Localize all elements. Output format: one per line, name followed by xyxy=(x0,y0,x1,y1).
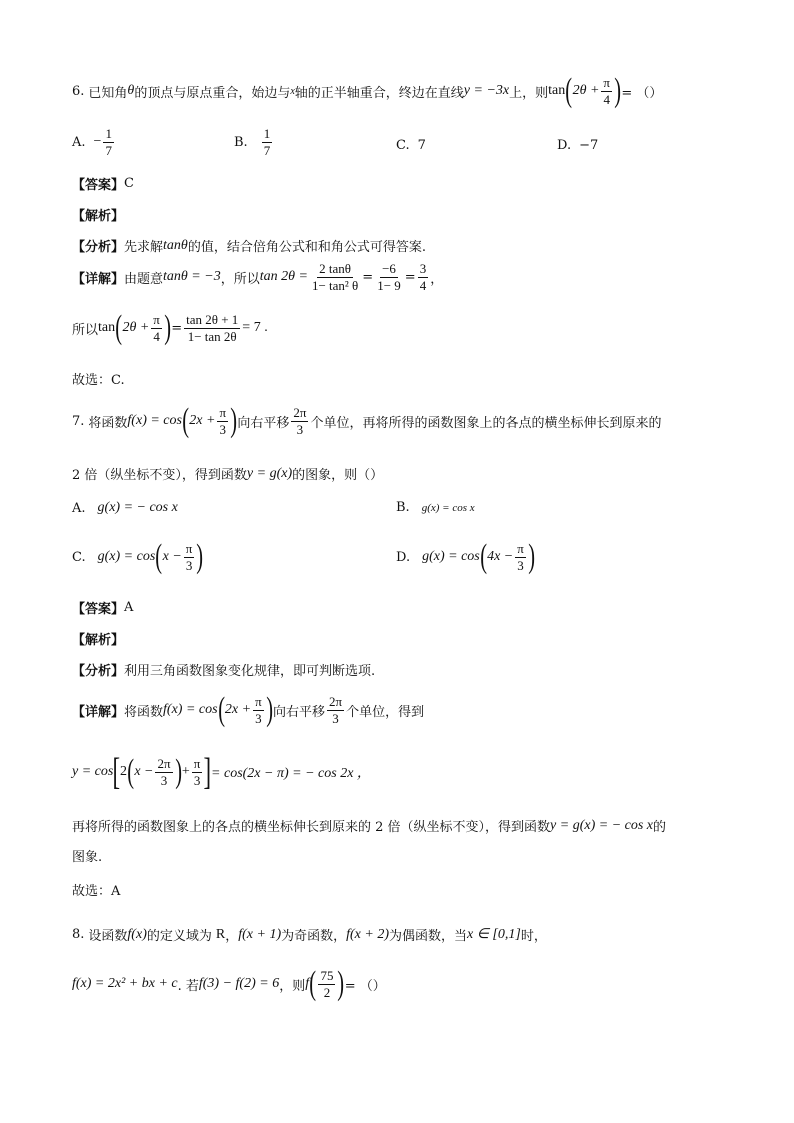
frac-num: 3 xyxy=(419,261,427,276)
q7-last-line2 xyxy=(72,846,102,865)
math-expr: y = cos xyxy=(72,764,114,780)
math-tan: tanθ xyxy=(163,237,188,253)
xiangjie-text: 的 xyxy=(653,820,667,835)
q7-fenxi xyxy=(72,660,375,679)
frac-num: π xyxy=(193,755,201,771)
xiangjie-text: 向右平移 xyxy=(272,704,325,720)
math-line-eq: y = −3x xyxy=(463,83,510,99)
option-label: D. xyxy=(396,549,411,565)
text: 所以 xyxy=(72,322,99,338)
math-R: R xyxy=(215,926,226,942)
fraction xyxy=(184,313,240,343)
q6-stem xyxy=(72,72,663,109)
frac-num: 1 xyxy=(105,126,112,141)
answer-value: A xyxy=(124,600,134,615)
option-label: A. xyxy=(72,134,86,150)
math-arg: 4x − xyxy=(487,549,514,565)
option-label: C. xyxy=(72,549,86,565)
stem-text: = （） xyxy=(344,978,386,994)
question-number: 7. xyxy=(72,413,85,429)
right-paren: ) xyxy=(528,538,535,575)
right-paren: ) xyxy=(164,309,171,346)
frac-num: −6 xyxy=(382,261,396,276)
stem-text: 向右平移 xyxy=(237,415,290,431)
frac-num: π xyxy=(603,75,610,91)
q8-stem xyxy=(72,925,547,944)
option-label: A. xyxy=(72,500,86,516)
option-b xyxy=(234,127,274,157)
math-f: f xyxy=(305,976,310,992)
q6-guxuan xyxy=(72,369,125,388)
option-label: D. xyxy=(557,138,572,153)
q7-analysis xyxy=(72,629,124,648)
frac-den: 1− 9 xyxy=(377,277,401,293)
stem-text: 为偶函数，当 xyxy=(389,929,468,944)
q6-suoyi xyxy=(72,309,268,346)
math-expr: f(x) = 2x² + bx + c xyxy=(72,976,178,992)
frac-num: π xyxy=(517,541,524,557)
frac-den: 7 xyxy=(105,142,112,158)
stem-text: 个单位，再将所得的函数图象上的各点的横坐标伸长到原来的 xyxy=(310,415,662,431)
fenxi-text: 先求解 xyxy=(124,240,164,255)
math-coef: 2 xyxy=(119,764,127,780)
left-paren: ( xyxy=(115,309,123,346)
fraction xyxy=(184,542,195,572)
q7-answer xyxy=(72,598,133,617)
stem-text: 为奇函数， xyxy=(281,929,347,944)
math-expr: f(3) − f(2) = 6 xyxy=(198,976,280,992)
fraction xyxy=(375,262,403,292)
math-tan: tan xyxy=(548,83,566,99)
right-paren: ) xyxy=(230,402,238,439)
frac-den: 3 xyxy=(296,421,304,437)
frac-num: 2π xyxy=(157,755,171,771)
frac-num: 75 xyxy=(320,968,334,984)
q6-xiangjie xyxy=(72,262,443,292)
answer-value: C xyxy=(124,176,134,191)
xiangjie-text: 将函数 xyxy=(124,704,164,720)
frac-num: π xyxy=(185,541,193,557)
fraction xyxy=(291,406,308,436)
frac-den: 3 xyxy=(219,421,226,437)
option-value: 7 xyxy=(417,138,426,153)
option-sign: − xyxy=(93,134,102,150)
left-paren: ( xyxy=(182,402,190,439)
q6-fenxi xyxy=(72,236,426,255)
right-paren: ) xyxy=(265,691,273,728)
fraction xyxy=(515,542,526,572)
fraction xyxy=(327,695,344,725)
stem-text: 的定义域为 xyxy=(146,929,212,944)
fraction xyxy=(192,757,203,787)
xiangjie-text: 图象. xyxy=(72,850,103,865)
math-tan: tan xyxy=(98,320,116,336)
option-value: g(x) = − cos x xyxy=(97,500,178,515)
stem-text: = （） xyxy=(621,85,663,101)
analysis-tag: 【解析】 xyxy=(72,633,125,648)
equals-sign: = xyxy=(171,320,183,336)
frac-den: 4 xyxy=(603,91,610,107)
option-label: B. xyxy=(234,134,248,150)
stem-text: 2 倍（纵坐标不变），得到函数 xyxy=(72,468,247,483)
fraction xyxy=(151,313,162,343)
fraction xyxy=(601,76,612,106)
punctuation: ， xyxy=(430,271,444,287)
math-expr: tan 2θ = xyxy=(259,269,308,285)
math-result: = cos(2x − π) = − cos 2x ， xyxy=(211,766,371,782)
math-expr: tanθ = −3 xyxy=(163,269,221,285)
stem-text: . 若 xyxy=(177,978,199,994)
math-expr: f(x + 1) xyxy=(238,926,282,942)
frac-den: 3 xyxy=(332,710,339,726)
question-number: 8. xyxy=(72,927,85,942)
option-value: −7 xyxy=(579,138,599,153)
fenxi-text: 利用三角函数图象变化规律，即可判断选项. xyxy=(124,664,376,679)
frac-num: π xyxy=(153,312,160,328)
frac-den: 4 xyxy=(153,328,160,344)
q7-stem xyxy=(72,402,662,439)
math-expr: x ∈ [0,1] xyxy=(467,927,521,942)
stem-text: 设函数 xyxy=(88,929,128,944)
q6-answer xyxy=(72,174,134,193)
right-paren: ) xyxy=(174,752,182,790)
question-number: 6. xyxy=(72,83,85,99)
xiangjie-text: 由题意 xyxy=(124,271,164,287)
math-fx: f(x) = cos xyxy=(127,413,182,429)
stem-text: ， xyxy=(225,929,239,944)
option-a xyxy=(72,127,116,157)
math-arg: 2θ + xyxy=(122,320,150,336)
frac-den: 3 xyxy=(185,557,193,573)
stem-text: 的顶点与原点重合，始边与 xyxy=(134,85,291,101)
math-theta: θ xyxy=(127,83,135,99)
math-arg: 2x + xyxy=(224,702,252,718)
q6-analysis xyxy=(72,205,124,224)
stem-text: ，则 xyxy=(279,978,306,994)
fraction xyxy=(103,127,114,157)
math-fx: f(x) = cos xyxy=(163,702,218,718)
right-paren: ) xyxy=(196,538,204,575)
left-paren: ( xyxy=(127,752,135,790)
stem-text: 已知角 xyxy=(88,85,128,101)
fraction xyxy=(310,262,360,292)
left-paren: ( xyxy=(155,538,163,575)
left-paren: ( xyxy=(217,691,225,728)
option-d xyxy=(557,138,598,153)
left-bracket: [ xyxy=(112,751,121,793)
stem-text: 的图象，则（） xyxy=(292,468,384,483)
math-gx: y = g(x) xyxy=(246,465,293,481)
option-value: g(x) = cos x xyxy=(421,501,475,514)
frac-den: 2 xyxy=(323,984,331,1000)
left-paren: ( xyxy=(480,538,487,575)
option-value: g(x) = cos xyxy=(422,549,480,565)
math-result: = 7 . xyxy=(242,320,268,336)
xiangjie-text: 个单位，得到 xyxy=(346,704,425,720)
xiangjie-tag: 【详解】 xyxy=(72,704,125,720)
fenxi-tag: 【分析】 xyxy=(72,240,125,255)
fraction xyxy=(262,127,273,157)
option-b xyxy=(396,500,475,515)
option-a xyxy=(72,500,178,516)
frac-num: 2π xyxy=(329,694,343,710)
final-choice: 故选：C. xyxy=(72,373,125,388)
option-label: B. xyxy=(396,500,410,515)
math-arg: 2x + xyxy=(189,413,216,429)
equals-sign: = xyxy=(404,269,416,285)
plus-sign: + xyxy=(181,764,190,780)
right-paren: ) xyxy=(614,72,622,109)
stem-text: 轴的正半轴重合，终边在直线 xyxy=(294,85,464,101)
frac-den: 1− tan² θ xyxy=(311,277,359,293)
option-label: C. xyxy=(396,138,410,153)
q7-stem-line2 xyxy=(72,464,383,483)
frac-num: 2 tanθ xyxy=(319,261,352,276)
q7-derivation xyxy=(72,751,371,793)
left-paren: ( xyxy=(565,72,573,109)
fraction xyxy=(217,406,228,436)
xiangjie-text: 再将所得的函数图象上的各点的横坐标伸长到原来的 2 倍（纵坐标不变），得到函数 xyxy=(72,820,551,835)
math-expr: y = g(x) = − cos x xyxy=(550,817,654,833)
frac-den: 4 xyxy=(419,277,427,293)
fenxi-text: 的值，结合倍角公式和和角公式可得答案. xyxy=(187,240,426,255)
right-bracket: ] xyxy=(203,751,212,793)
left-paren: ( xyxy=(309,965,317,1002)
q7-xiangjie xyxy=(72,691,425,728)
q8-stem-line2 xyxy=(72,965,386,1002)
frac-den: 3 xyxy=(517,557,524,573)
fenxi-tag: 【分析】 xyxy=(72,664,125,679)
frac-num: 2π xyxy=(293,405,307,421)
analysis-tag: 【解析】 xyxy=(72,209,125,224)
frac-den: 1− tan 2θ xyxy=(187,328,237,344)
q7-guxuan xyxy=(72,880,120,899)
frac-den: 3 xyxy=(255,710,262,726)
frac-num: 1 xyxy=(263,126,271,141)
frac-den: 3 xyxy=(193,772,201,788)
xiangjie-tag: 【详解】 xyxy=(72,271,125,287)
stem-text: 将函数 xyxy=(88,415,128,431)
math-arg: x − xyxy=(162,549,182,565)
frac-den: 7 xyxy=(263,142,271,158)
final-choice: 故选：A xyxy=(72,884,121,899)
fraction xyxy=(418,262,429,292)
stem-text: 时， xyxy=(520,929,547,944)
option-c xyxy=(72,538,204,575)
math-x: x xyxy=(290,85,295,97)
math-fx: f(x) xyxy=(127,926,147,942)
q7-last-line1 xyxy=(72,816,666,835)
answer-tag: 【答案】 xyxy=(72,602,125,617)
fraction xyxy=(253,695,264,725)
equals-sign: = xyxy=(362,269,374,285)
math-arg: x − xyxy=(134,764,154,780)
math-arg: 2θ + xyxy=(572,83,600,99)
frac-num: π xyxy=(255,694,262,710)
option-d xyxy=(396,538,535,575)
math-expr: f(x + 2) xyxy=(346,926,389,942)
fraction xyxy=(318,969,335,999)
right-paren: ) xyxy=(337,965,345,1002)
xiangjie-text: ，所以 xyxy=(220,271,260,287)
fraction xyxy=(155,757,172,787)
stem-text: 上，则 xyxy=(509,85,549,101)
frac-num: tan 2θ + 1 xyxy=(186,312,239,328)
frac-num: π xyxy=(219,405,227,421)
frac-den: 3 xyxy=(160,772,168,788)
option-value: g(x) = cos xyxy=(97,549,156,565)
option-c xyxy=(396,138,426,153)
answer-tag: 【答案】 xyxy=(72,178,125,193)
